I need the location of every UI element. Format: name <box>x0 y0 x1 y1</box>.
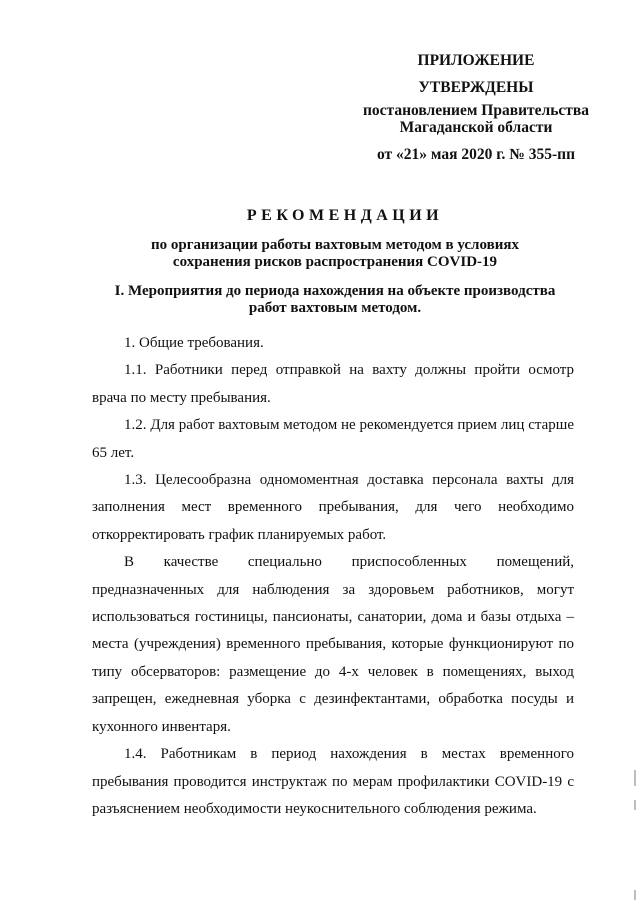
scan-artifact-mark <box>634 800 636 810</box>
paragraph: 1.3. Целесообразна одномоментная доставка персонала вахты для заполнения мест временного пребывания, для чего необходимо откорректировать график планируемых работ. <box>92 472 574 543</box>
subtitle-line-1: по организации работы вахтовым методом в условиях <box>151 237 519 253</box>
decree-line-2: Магаданской области <box>399 119 553 136</box>
paragraph: В качестве специально приспособленных помещений, предназначенных для наблюдения за здоровьем работников, могут использоваться гостиницы, пансионаты, санатории, дома и базы отдыха – места (учреждения) временного пребывания, которые функционируют по типу обсерваторов: размещение до 4-х человек в помещениях, выход запрещен, ежедневная уборка с дезинфектантами, обработка посуды и кухонного инвентаря. <box>92 554 574 735</box>
document-body <box>92 330 574 823</box>
annex-label: ПРИЛОЖЕНИЕ <box>417 52 535 69</box>
paragraph: 1.2. Для работ вахтовым методом не рекомендуется прием лиц старше 65 лет. <box>92 417 574 461</box>
document-title: РЕКОМЕНДАЦИИ <box>246 207 444 224</box>
document-subtitle <box>92 237 578 271</box>
paragraph: 1.4. Работникам в период нахождения в местах временного пребывания проводится инструктаж по мерам профилактики COVID-19 с разъяснением необходимости неукоснительного соблюдения режима. <box>92 746 574 817</box>
document-title-block <box>92 207 578 271</box>
approval-stamp <box>360 52 592 163</box>
paragraph: 1.1. Работники перед отправкой на вахту должны пройти осмотр врача по месту пребывания. <box>92 362 574 406</box>
decree-line-1: постановлением Правительства <box>362 102 590 119</box>
decree-date-number: от «21» мая 2020 г. № 355-пп <box>376 146 575 163</box>
section-heading-line-2: работ вахтовым методом. <box>248 300 422 316</box>
scan-artifact-mark <box>634 770 636 786</box>
subtitle-line-2: сохранения рисков распространения COVID-19 <box>172 254 498 270</box>
scan-artifact-mark <box>634 890 636 900</box>
paragraph: 1. Общие требования. <box>124 335 264 351</box>
section-heading-line-1: I. Мероприятия до периода нахождения на объекте производства <box>114 283 556 299</box>
approved-label: УТВЕРЖДЕНЫ <box>418 79 534 96</box>
section-heading <box>92 283 578 317</box>
